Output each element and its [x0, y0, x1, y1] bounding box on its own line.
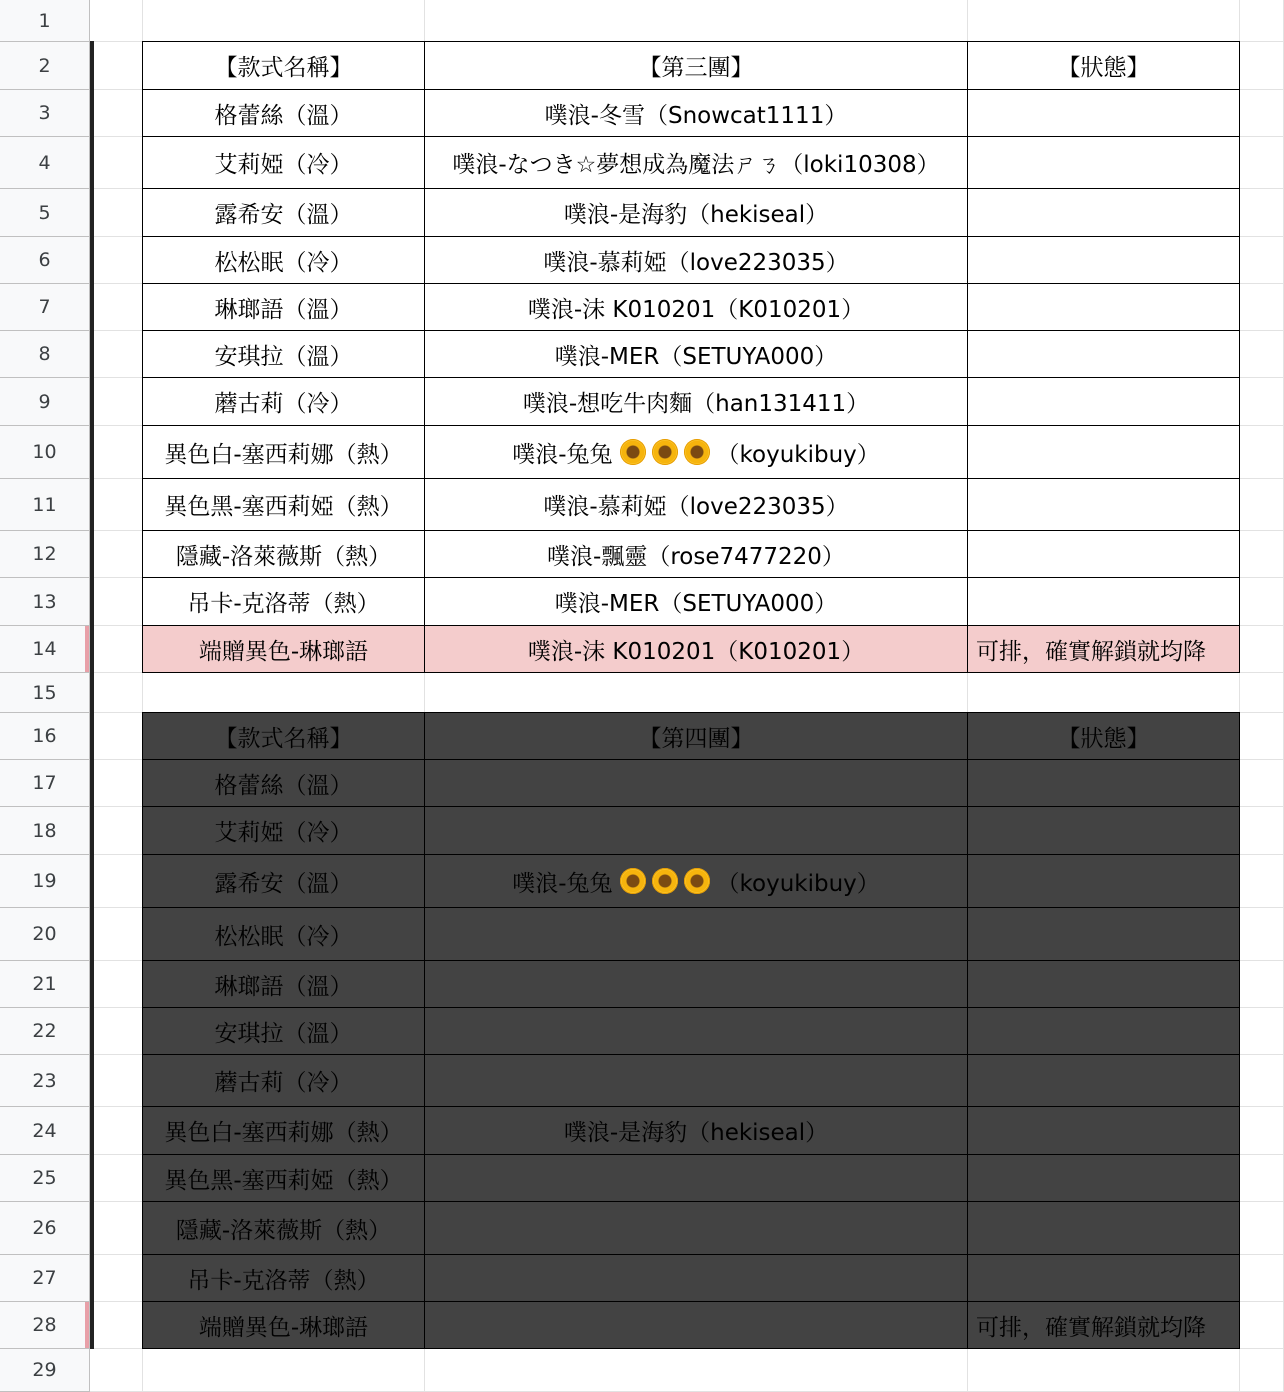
sunflower-icon — [684, 868, 710, 894]
grid-cell[interactable] — [90, 90, 143, 137]
row-header[interactable]: 22 — [0, 1008, 90, 1055]
row-header[interactable]: 21 — [0, 961, 90, 1008]
grid-cell[interactable] — [1240, 531, 1284, 578]
grid-cell[interactable] — [90, 331, 143, 378]
grid-cell[interactable] — [1240, 90, 1284, 137]
row-header[interactable]: 17 — [0, 760, 90, 807]
grid-cell[interactable] — [90, 1155, 143, 1202]
table-cell[interactable]: 異色白-塞西莉娜（熱） — [142, 1106, 425, 1155]
row-header[interactable]: 29 — [0, 1349, 90, 1392]
table-cell[interactable]: 噗浪-沫 K010201（K010201） — [424, 283, 968, 331]
table-cell[interactable] — [967, 806, 1240, 855]
grid-cell[interactable] — [1240, 426, 1284, 479]
header-cell[interactable]: 【狀態】 — [967, 712, 1240, 760]
table-cell[interactable] — [967, 478, 1240, 531]
grid-cell[interactable] — [1240, 673, 1284, 713]
table-cell[interactable]: 噗浪-是海豹（hekiseal） — [424, 188, 968, 237]
row-header[interactable]: 9 — [0, 378, 90, 426]
table-cell[interactable]: 可排，確實解鎖就均降 — [967, 1301, 1240, 1349]
row-header[interactable]: 16 — [0, 713, 90, 760]
grid-cell[interactable] — [1240, 713, 1284, 760]
table-cell[interactable] — [967, 960, 1240, 1008]
grid-cell[interactable] — [90, 479, 143, 531]
grid-cell[interactable] — [1240, 0, 1284, 42]
grid-cell[interactable] — [1240, 1155, 1284, 1202]
table-cell[interactable] — [424, 1201, 968, 1255]
row-header[interactable]: 2 — [0, 42, 90, 90]
table-cell[interactable]: 安琪拉（溫） — [142, 330, 425, 378]
table-cell[interactable]: 噗浪-慕莉婭（love223035） — [424, 236, 968, 284]
table-cell[interactable] — [424, 806, 968, 855]
table-cell[interactable] — [424, 854, 968, 908]
sunflower-icon — [684, 439, 710, 465]
row-header[interactable]: 27 — [0, 1255, 90, 1302]
row-header[interactable]: 25 — [0, 1155, 90, 1202]
table-cell[interactable] — [424, 1154, 968, 1202]
grid-cell[interactable] — [143, 1349, 425, 1392]
grid-cell[interactable] — [968, 673, 1240, 713]
table-cell[interactable] — [424, 907, 968, 961]
grid-cell[interactable] — [90, 578, 143, 626]
grid-cell[interactable] — [968, 0, 1240, 42]
cell-text: 噗浪-兔兔 — [512, 870, 613, 897]
grid-cell[interactable] — [1240, 908, 1284, 961]
table-cell[interactable] — [967, 136, 1240, 189]
row-header[interactable]: 15 — [0, 673, 90, 713]
grid-cell[interactable] — [90, 426, 143, 479]
header-cell[interactable]: 【第三團】 — [424, 41, 968, 90]
table-cell[interactable]: 隱藏-洛萊薇斯（熱） — [142, 530, 425, 578]
table-cell[interactable] — [967, 1254, 1240, 1302]
grid-cell[interactable] — [1240, 807, 1284, 855]
row-header[interactable]: 26 — [0, 1202, 90, 1255]
table-cell[interactable]: 異色黑-塞西莉婭（熱） — [142, 1154, 425, 1202]
table-cell[interactable]: 噗浪-慕莉婭（love223035） — [424, 478, 968, 531]
row-header[interactable]: 18 — [0, 807, 90, 855]
cell-text: 噗浪-兔兔 — [512, 441, 613, 468]
grid-cell[interactable] — [1240, 189, 1284, 237]
table-cell[interactable]: 噗浪-MER（SETUYA000） — [424, 577, 968, 626]
row-header[interactable]: 5 — [0, 189, 90, 237]
row-header[interactable]: 28 — [0, 1302, 90, 1349]
table-cell[interactable] — [967, 377, 1240, 426]
table-cell[interactable]: 端贈異色-琳瑯語 — [142, 625, 425, 673]
sunflower-icon — [652, 868, 678, 894]
table-cell[interactable]: 琳瑯語（溫） — [142, 283, 425, 331]
table-cell[interactable] — [967, 854, 1240, 908]
sunflower-icon — [620, 868, 646, 894]
grid-cell[interactable] — [1240, 1302, 1284, 1349]
grid-cell[interactable] — [143, 0, 425, 42]
grid-cell[interactable] — [1240, 1349, 1284, 1392]
table-cell[interactable] — [967, 236, 1240, 284]
table-cell[interactable] — [967, 425, 1240, 479]
table-cell[interactable]: 安琪拉（溫） — [142, 1007, 425, 1055]
grid-cell[interactable] — [90, 855, 143, 908]
cell-text-suffix: （koyukibuy） — [716, 870, 880, 897]
table-cell[interactable] — [967, 188, 1240, 237]
table-cell[interactable]: 噗浪-なつき☆夢想成為魔法ㄕㄋ（loki10308） — [424, 136, 968, 189]
grid-cell[interactable] — [90, 1055, 143, 1107]
cell-text-suffix: （koyukibuy） — [716, 441, 880, 468]
header-cell[interactable]: 【狀態】 — [967, 41, 1240, 90]
row-header[interactable]: 19 — [0, 855, 90, 908]
row-header[interactable]: 4 — [0, 137, 90, 189]
row-header[interactable]: 14 — [0, 626, 90, 673]
grid-cell[interactable] — [90, 284, 143, 331]
header-cell[interactable]: 【款式名稱】 — [142, 41, 425, 90]
table-cell[interactable] — [424, 960, 968, 1008]
table-cell[interactable]: 可排，確實解鎖就均降 — [967, 625, 1240, 673]
table-cell[interactable]: 異色白-塞西莉娜（熱） — [142, 425, 425, 479]
table-cell[interactable]: 松松眠（冷） — [142, 907, 425, 961]
table-cell[interactable]: 隱藏-洛萊薇斯（熱） — [142, 1201, 425, 1255]
grid-cell[interactable] — [90, 1255, 143, 1302]
grid-cell[interactable] — [968, 1349, 1240, 1392]
grid-cell[interactable] — [90, 237, 143, 284]
grid-cell[interactable] — [1240, 961, 1284, 1008]
row-header[interactable]: 20 — [0, 908, 90, 961]
grid-cell[interactable] — [1240, 1255, 1284, 1302]
table-cell[interactable]: 異色黑-塞西莉婭（熱） — [142, 478, 425, 531]
grid-cell[interactable] — [90, 531, 143, 578]
table-cell[interactable] — [967, 330, 1240, 378]
row-header[interactable]: 12 — [0, 531, 90, 578]
table-cell[interactable]: 吊卡-克洛蒂（熱） — [142, 577, 425, 626]
grid-cell[interactable] — [1240, 626, 1284, 673]
grid-cell[interactable] — [1240, 137, 1284, 189]
table-cell[interactable]: 格蕾絲（溫） — [142, 89, 425, 137]
grid-cell[interactable] — [1240, 1055, 1284, 1107]
table-cell[interactable] — [967, 530, 1240, 578]
grid-cell[interactable] — [90, 1302, 143, 1349]
grid-cell[interactable] — [90, 189, 143, 237]
table-cell[interactable]: 露希安（溫） — [142, 854, 425, 908]
grid-cell[interactable] — [90, 137, 143, 189]
grid-cell[interactable] — [90, 1202, 143, 1255]
table-cell[interactable] — [424, 1054, 968, 1107]
table-cell[interactable] — [967, 1007, 1240, 1055]
sunflower-icons — [617, 868, 713, 894]
table-cell[interactable] — [967, 283, 1240, 331]
row-header[interactable]: 24 — [0, 1107, 90, 1155]
row-header[interactable]: 1 — [0, 0, 90, 42]
row-header[interactable]: 11 — [0, 479, 90, 531]
table-cell[interactable] — [967, 1106, 1240, 1155]
grid-cell[interactable] — [1240, 855, 1284, 908]
grid-cell[interactable] — [90, 1107, 143, 1155]
header-cell[interactable]: 【第四團】 — [424, 712, 968, 760]
grid-cell[interactable] — [90, 1349, 143, 1392]
sunflower-icon — [652, 439, 678, 465]
table-cell[interactable]: 琳瑯語（溫） — [142, 960, 425, 1008]
row-header[interactable]: 8 — [0, 331, 90, 378]
grid-cell[interactable] — [1240, 237, 1284, 284]
table-cell[interactable] — [424, 1007, 968, 1055]
table-cell[interactable] — [967, 759, 1240, 807]
grid-cell[interactable] — [1240, 331, 1284, 378]
table-cell[interactable] — [967, 907, 1240, 961]
table-cell[interactable]: 格蕾絲（溫） — [142, 759, 425, 807]
table-cell[interactable]: 艾莉婭（冷） — [142, 806, 425, 855]
grid-cell[interactable] — [90, 673, 143, 713]
grid-cell[interactable] — [1240, 479, 1284, 531]
table-cell[interactable] — [967, 89, 1240, 137]
grid-cell[interactable] — [90, 713, 143, 760]
grid-cell[interactable] — [1240, 1107, 1284, 1155]
frozen-column-divider — [90, 41, 94, 1349]
table-cell[interactable]: 噗浪-是海豹（hekiseal） — [424, 1106, 968, 1155]
grid-cell[interactable] — [1240, 760, 1284, 807]
table-cell[interactable] — [967, 1154, 1240, 1202]
table-cell[interactable]: 噗浪-沫 K010201（K010201） — [424, 625, 968, 673]
table-cell[interactable]: 露希安（溫） — [142, 188, 425, 237]
table-cell[interactable] — [967, 1054, 1240, 1107]
grid-cell[interactable] — [90, 908, 143, 961]
table-cell[interactable] — [424, 1301, 968, 1349]
row-header[interactable]: 7 — [0, 284, 90, 331]
table-cell[interactable]: 艾莉婭（冷） — [142, 136, 425, 189]
table-cell[interactable]: 吊卡-克洛蒂（熱） — [142, 1254, 425, 1302]
grid-cell[interactable] — [90, 1008, 143, 1055]
row-header[interactable]: 13 — [0, 578, 90, 626]
table-cell[interactable] — [424, 759, 968, 807]
grid-cell[interactable] — [90, 626, 143, 673]
grid-cell[interactable] — [1240, 378, 1284, 426]
grid-cell[interactable] — [1240, 284, 1284, 331]
row-header[interactable]: 10 — [0, 426, 90, 479]
grid-cell[interactable] — [90, 807, 143, 855]
row-header[interactable]: 6 — [0, 237, 90, 284]
table-cell[interactable]: 噗浪-MER（SETUYA000） — [424, 330, 968, 378]
table-cell[interactable]: 端贈異色-琳瑯語 — [142, 1301, 425, 1349]
table-cell[interactable]: 蘑古莉（冷） — [142, 377, 425, 426]
row-header[interactable]: 23 — [0, 1055, 90, 1107]
grid-cell[interactable] — [90, 378, 143, 426]
table-cell[interactable]: 噗浪-飄靈（rose7477220） — [424, 530, 968, 578]
grid-cell[interactable] — [1240, 42, 1284, 90]
grid-cell[interactable] — [1240, 578, 1284, 626]
table-cell[interactable]: 噗浪-想吃牛肉麵（han131411） — [424, 377, 968, 426]
table-cell[interactable] — [967, 1201, 1240, 1255]
grid-cell[interactable] — [425, 673, 968, 713]
table-cell[interactable] — [424, 425, 968, 479]
grid-cell[interactable] — [143, 673, 425, 713]
sunflower-icons — [617, 439, 713, 465]
table-cell[interactable] — [424, 1254, 968, 1302]
grid-cell[interactable] — [90, 42, 143, 90]
grid-cell[interactable] — [425, 0, 968, 42]
header-cell[interactable]: 【款式名稱】 — [142, 712, 425, 760]
grid-cell[interactable] — [90, 0, 143, 42]
row-header[interactable]: 3 — [0, 90, 90, 137]
grid-cell[interactable] — [90, 760, 143, 807]
grid-cell[interactable] — [425, 1349, 968, 1392]
grid-cell[interactable] — [1240, 1202, 1284, 1255]
table-cell[interactable]: 蘑古莉（冷） — [142, 1054, 425, 1107]
grid-cell[interactable] — [1240, 1008, 1284, 1055]
grid-cell[interactable] — [90, 961, 143, 1008]
table-cell[interactable]: 噗浪-冬雪（Snowcat1111） — [424, 89, 968, 137]
sunflower-icon — [620, 439, 646, 465]
table-cell[interactable]: 松松眠（冷） — [142, 236, 425, 284]
table-cell[interactable] — [967, 577, 1240, 626]
